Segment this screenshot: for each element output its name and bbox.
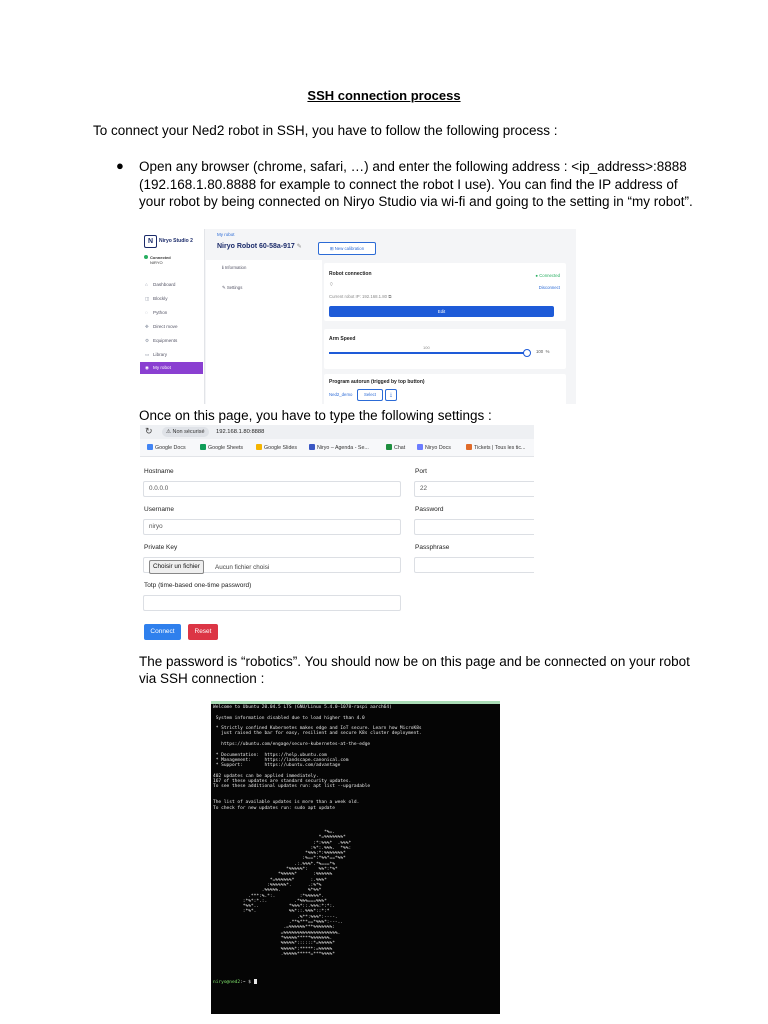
bookmark-niryo-agenda[interactable] [309, 444, 369, 451]
bookmark-label: Google Sheets [208, 445, 244, 451]
bookmark-label: Niryo Docs [425, 445, 451, 451]
tickets-icon [466, 444, 472, 450]
robot-icon: ◉ [145, 365, 150, 370]
download-icon[interactable]: ⤓ [385, 389, 397, 401]
reload-icon[interactable]: ↻ [145, 426, 153, 436]
private-key-label: Private Key [144, 544, 178, 551]
nav-label: My robot [153, 365, 171, 370]
connected-badge: ● Connected [535, 273, 560, 278]
gear-icon: ⚙ [145, 338, 150, 343]
breadcrumb[interactable]: My robot [217, 232, 235, 237]
robot-connection-title: Robot connection [329, 271, 372, 277]
terminal-prompt[interactable] [213, 979, 257, 985]
nav-dashboard[interactable] [140, 279, 203, 291]
wifi-icon: ⌔ [329, 282, 334, 288]
niryo-docs-icon [417, 444, 423, 450]
security-label: Non sécurisé [172, 429, 205, 435]
intro-paragraph: To connect your Ned2 robot in SSH, you have to follow the following process : [93, 123, 558, 138]
bookmark-label: Google Docs [155, 445, 186, 451]
cursor-icon [254, 979, 257, 984]
username-label: Username [144, 506, 174, 513]
hostname-input[interactable]: 0.0.0.0 [143, 481, 401, 497]
nav-label: Equipments [153, 338, 178, 343]
program-autorun-card [324, 374, 566, 404]
port-input[interactable]: 22 [414, 481, 534, 497]
hostname-label: Hostname [144, 468, 174, 475]
ssh-form-screenshot [140, 425, 534, 645]
bookmarks-bar [140, 439, 534, 457]
home-icon: ⌂ [145, 282, 148, 287]
bookmark-label: Tickets | Tous les tic... [474, 445, 526, 451]
robot-connection-card [324, 263, 566, 321]
niryo-logo-icon: N [144, 235, 157, 248]
status-label: Connected [150, 255, 171, 260]
totp-label: Totp (time-based one-time password) [144, 582, 252, 589]
slider-fill [329, 352, 527, 354]
speed-number: 100 [536, 349, 544, 354]
bookmark-label: Niryo – Agenda - Se... [317, 445, 369, 451]
current-ip [329, 294, 391, 299]
docs-icon [147, 444, 153, 450]
wrench-icon: ✎ [222, 285, 226, 290]
move-icon: ✥ [145, 324, 149, 329]
edit-icon[interactable]: ✎ [296, 244, 302, 250]
prompt-user: niryo@ned2 [213, 980, 241, 985]
program-autorun-title: Program autorun (trigged by top button) [329, 379, 425, 385]
new-calibration-button[interactable] [318, 242, 376, 255]
terminal-screenshot [211, 701, 500, 1014]
once-paragraph: Once on this page, you have to type the following settings : [139, 408, 492, 423]
sheets-icon [200, 444, 206, 450]
nav-my-robot[interactable] [140, 362, 203, 374]
subnav-settings[interactable] [222, 285, 242, 291]
ip-text: Current robot IP: 192.168.1.80 [329, 294, 388, 299]
arm-speed-title: Arm Speed [329, 336, 356, 342]
nav-label: Python [153, 310, 168, 315]
bullet-paragraph: Open any browser (chrome, safari, …) and enter the following address : <ip_address>:8888 (192.168.1.80.8888 for example to connect the robot I use). You can find the IP address of your robot by being connected on Niryo Studio via wi-fi and going to the setting in “my robot”. [139, 159, 693, 210]
bookmark-chat[interactable] [386, 444, 405, 451]
slider-knob[interactable] [523, 349, 531, 357]
nav-label: Blockly [153, 296, 168, 301]
nav-library[interactable] [140, 349, 203, 361]
nav-direct-move[interactable] [140, 321, 203, 333]
speed-unit: % [545, 349, 550, 354]
terminal-ascii-art: *%=. *=%%%%%%%* :*:%%%* .%%%* :%*:.%%%. *%%: *%%%:*:%%%%%%%* :%==*:*%%*==*%%* .:.%%%*.*%===*% *%%%%%*: %%*:*%* *%%%%%* :%%%%%% *=%%%%%%* :.%%%* :%%%%%%*. .:%*% .%%%%%. %*%%* .***:%.*:. :*%%%%%*. :*%*:*.:. .*%%%===%%%* *%%*.. *%%%*::.%%%:*:*:. :*%*. %%*::.%%%*::*:* .%**:%%%*:----. .**%***==*%%%*:---.. .=%%%%%%***%%%%%%%: =%%%%%%%%%%%%%%%%%%%%. *%%%%%*****%%%%%%%. %%%%%*::::::*=%%%%%* %%%%%*:*****:=%%%%% .%%%%%*****=***%%%%* [242, 830, 352, 957]
warning-icon: ⚠ [166, 429, 173, 435]
page-title: SSH connection process [307, 88, 461, 103]
arm-speed-value [536, 349, 549, 354]
password-label: Password [415, 506, 444, 513]
select-program-button[interactable]: Select [357, 389, 383, 401]
python-icon: ◌ [145, 310, 148, 315]
reset-button[interactable]: Reset [188, 624, 218, 640]
totp-input[interactable] [143, 595, 401, 611]
status-sub: NIRYO [150, 260, 163, 265]
arm-speed-card [324, 329, 566, 369]
bookmark-label: Google Slides [264, 445, 297, 451]
nav-python[interactable] [140, 307, 203, 319]
browser-address-bar [140, 425, 534, 439]
bookmark-google-sheets[interactable] [200, 444, 243, 451]
passphrase-label: Passphrase [415, 544, 450, 551]
robot-subnav [206, 260, 322, 404]
blocks-icon: ◫ [145, 296, 150, 301]
slides-icon [256, 444, 262, 450]
connection-status [144, 255, 202, 265]
port-label: Port [415, 468, 427, 475]
bullet-marker: ● [116, 158, 124, 173]
security-badge[interactable] [162, 427, 209, 437]
info-icon: ℹ [222, 265, 224, 270]
nav-label: Direct move [153, 324, 178, 329]
niryo-studio-screenshot [140, 229, 576, 404]
terminal-top-bar [211, 701, 500, 704]
nav-equipments[interactable] [140, 335, 203, 347]
copy-icon[interactable]: ⧉ [388, 294, 392, 299]
bookmark-google-docs[interactable] [147, 444, 186, 451]
autorun-program-name: Ned2_demo [329, 392, 353, 397]
username-input[interactable]: niryo [143, 519, 401, 535]
url-text[interactable]: 192.168.1.80:8888 [216, 429, 265, 435]
arm-speed-tooltip: 100 [423, 345, 430, 350]
subnav-information[interactable] [222, 265, 246, 271]
folder-icon: ▭ [145, 352, 150, 357]
prompt-path: :~ $ [240, 980, 254, 985]
chat-icon [386, 444, 392, 450]
nav-blockly[interactable] [140, 293, 203, 305]
choose-file-button[interactable]: Choisir un fichier [149, 560, 204, 574]
no-file-text: Aucun fichier choisi [215, 564, 270, 571]
robot-name [217, 243, 302, 250]
calibration-icon: ⊞ [329, 246, 335, 251]
edit-connection-button[interactable]: Edit [329, 306, 554, 317]
password-input[interactable] [414, 519, 534, 535]
bookmark-tickets[interactable] [466, 444, 525, 451]
status-dot-icon [144, 255, 148, 259]
bookmark-label: Chat [394, 445, 406, 451]
bookmark-google-slides[interactable] [256, 444, 297, 451]
nav-label: Library [153, 352, 168, 357]
robot-name-text: Niryo Robot 60-58a-917 [217, 243, 295, 250]
connected-label: Connected [539, 273, 560, 278]
studio-sidebar [140, 229, 205, 404]
nav-label: Dashboard [153, 282, 176, 287]
arm-speed-slider[interactable] [329, 352, 527, 354]
bookmark-niryo-docs[interactable] [417, 444, 451, 451]
calibration-label: New calibration [334, 246, 365, 251]
niryo-icon [309, 444, 315, 450]
disconnect-link[interactable]: Disconnect [538, 285, 560, 290]
terminal-motd: Welcome to Ubuntu 20.04.5 LTS (GNU/Linux 5.4.0-1078-raspi aarch64) System information disabled due to load higher than 4.0 * Strictly confined Kubernetes makes edge and IoT secure. Learn how MicroK8s just raised the bar for easy, resilient and secure K8s cluster deployment. https://ubuntu.com/engage/secure-kubernetes-at-the-edge * Documentation: https://help.ubuntu.com * Management: https://landscape.canonical.com * Support: https://ubuntu.com/advantage 402 updates can be applied immediately. 167 of these updates are standard security updates. To see these additional updates run: apt list --upgradable The list of available updates is more than a week old. To check for new updates run: sudo apt update [213, 705, 422, 811]
subnav-label: Settings [226, 285, 243, 290]
subnav-label: Information [224, 265, 247, 270]
studio-app-name: Niryo Studio 2 [159, 238, 193, 244]
passphrase-input[interactable] [414, 557, 534, 573]
connect-button[interactable]: Connect [144, 624, 181, 640]
password-paragraph: The password is “robotics”. You should now be on this page and be connected on your robot via SSH connection : [139, 654, 690, 686]
